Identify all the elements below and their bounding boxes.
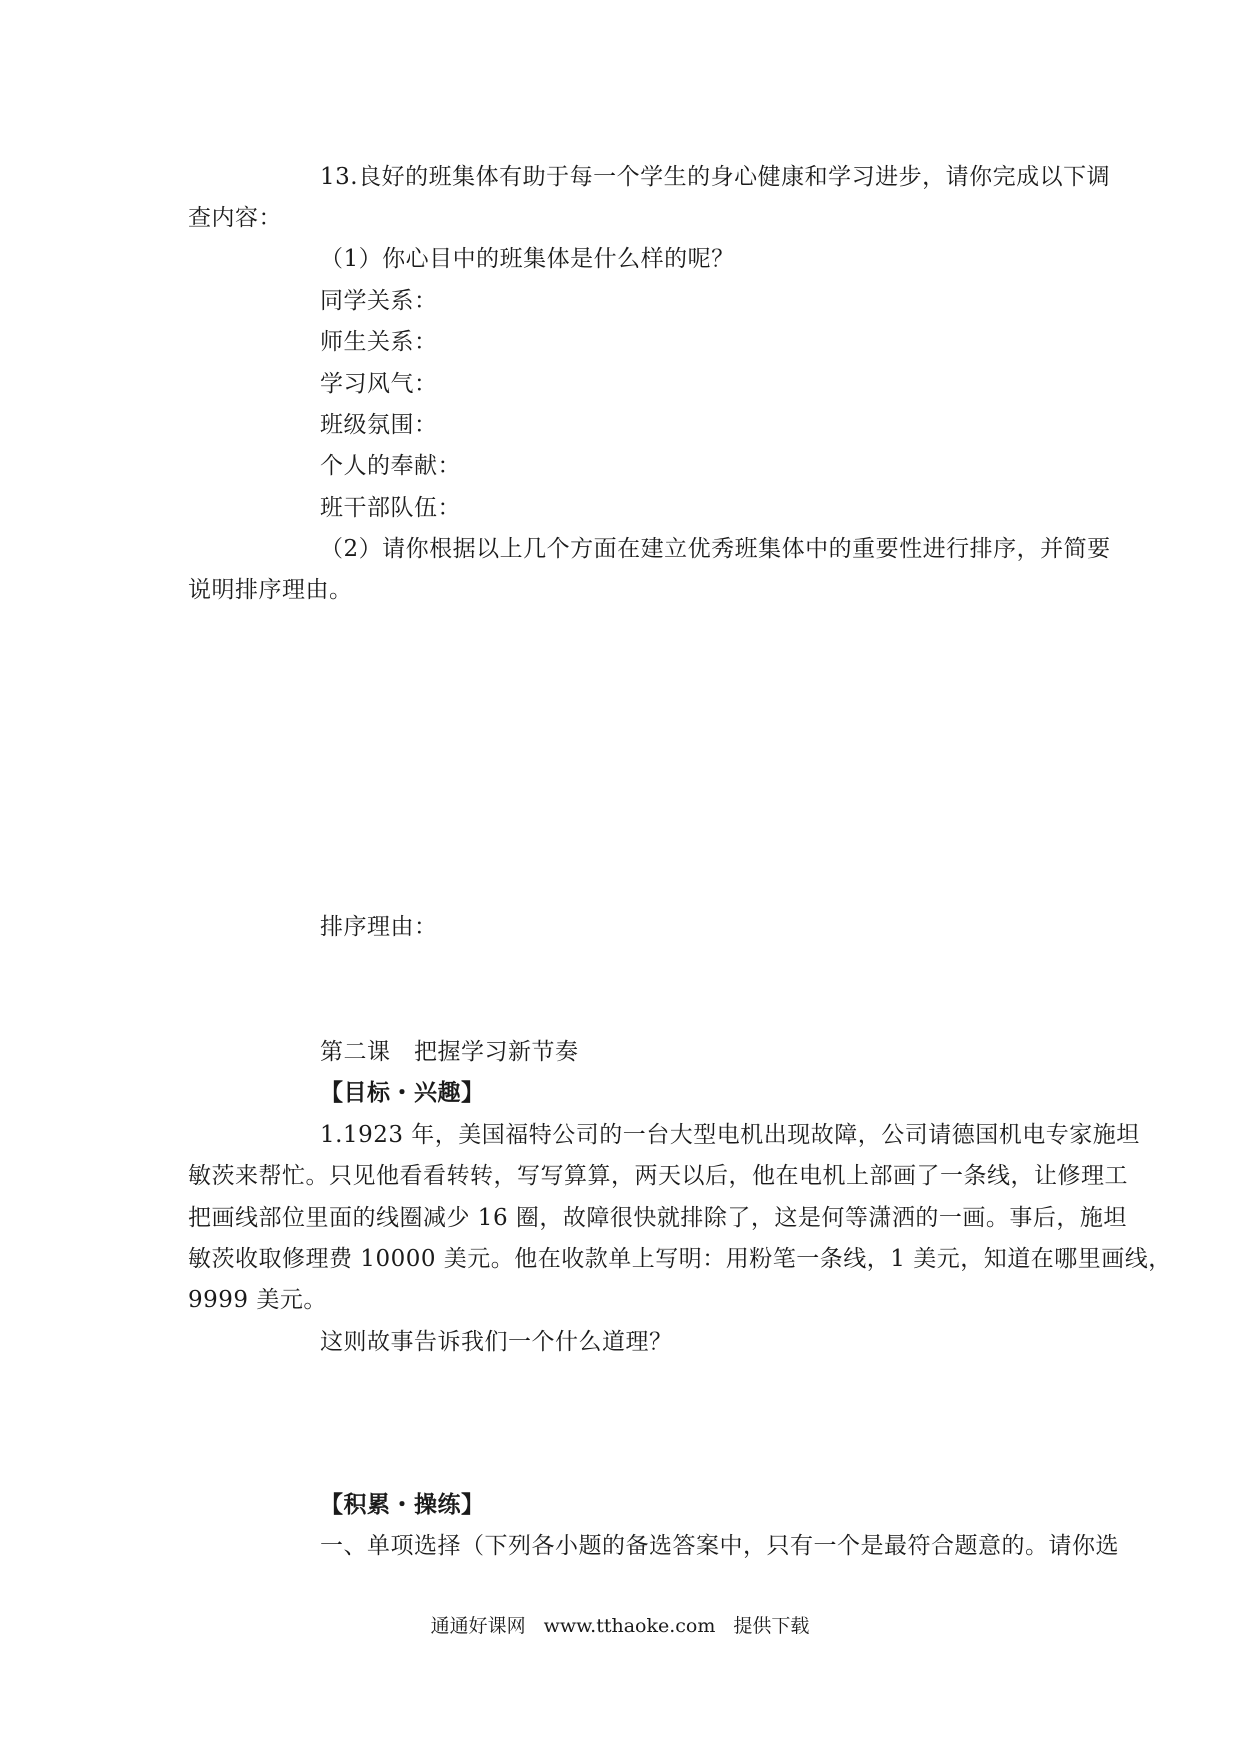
page-footer <box>0 1613 1240 1639</box>
story-line: 敏茨来帮忙。只见他看看转转，写写算算，两天以后，他在电机上部画了一条线，让修理工 <box>188 1163 1128 1189</box>
section-practice-heading: 【积累・操练】 <box>320 1491 485 1518</box>
footer-site-name: 通通好课网 <box>430 1615 526 1637</box>
survey-item: 个人的奉献： <box>320 453 461 479</box>
q13-part2-line2: 说明排序理由。 <box>188 577 353 603</box>
q13-part2-line1: （2）请你根据以上几个方面在建立优秀班集体中的重要性进行排序，并简要 <box>320 536 1111 562</box>
q13-stem-line2: 查内容： <box>188 205 282 231</box>
section-goal-heading: 【目标・兴趣】 <box>320 1079 485 1106</box>
story-line: 把画线部位里面的线圈减少 16 圈，故障很快就排除了，这是何等潇洒的一画。事后，施坦 <box>188 1205 1127 1231</box>
reason-label: 排序理由： <box>320 914 438 940</box>
footer-action: 提供下载 <box>733 1615 810 1637</box>
lesson-title: 第二课 把握学习新节奏 <box>320 1039 579 1065</box>
footer-url[interactable]: www.tthaoke.com <box>543 1615 716 1637</box>
survey-item: 班级氛围： <box>320 412 438 438</box>
q13-part1: （1）你心目中的班集体是什么样的呢？ <box>320 246 735 272</box>
choice-intro: 一、单项选择（下列各小题的备选答案中，只有一个是最符合题意的。请你选 <box>320 1533 1119 1559</box>
survey-item: 学习风气： <box>320 371 438 397</box>
survey-item: 师生关系： <box>320 329 438 355</box>
story-line: 敏茨收取修理费 10000 美元。他在收款单上写明：用粉笔一条线，1 美元，知道在哪里画线， <box>188 1246 1172 1272</box>
story-question: 这则故事告诉我们一个什么道理？ <box>320 1329 673 1355</box>
story-line: 9999 美元。 <box>188 1287 327 1313</box>
survey-item: 同学关系： <box>320 288 438 314</box>
survey-item: 班干部队伍： <box>320 495 461 521</box>
story-line: 1.1923 年，美国福特公司的一台大型电机出现故障，公司请德国机电专家施坦 <box>320 1122 1140 1148</box>
q13-stem-line1: 13.良好的班集体有助于每一个学生的身心健康和学习进步，请你完成以下调 <box>320 164 1111 190</box>
